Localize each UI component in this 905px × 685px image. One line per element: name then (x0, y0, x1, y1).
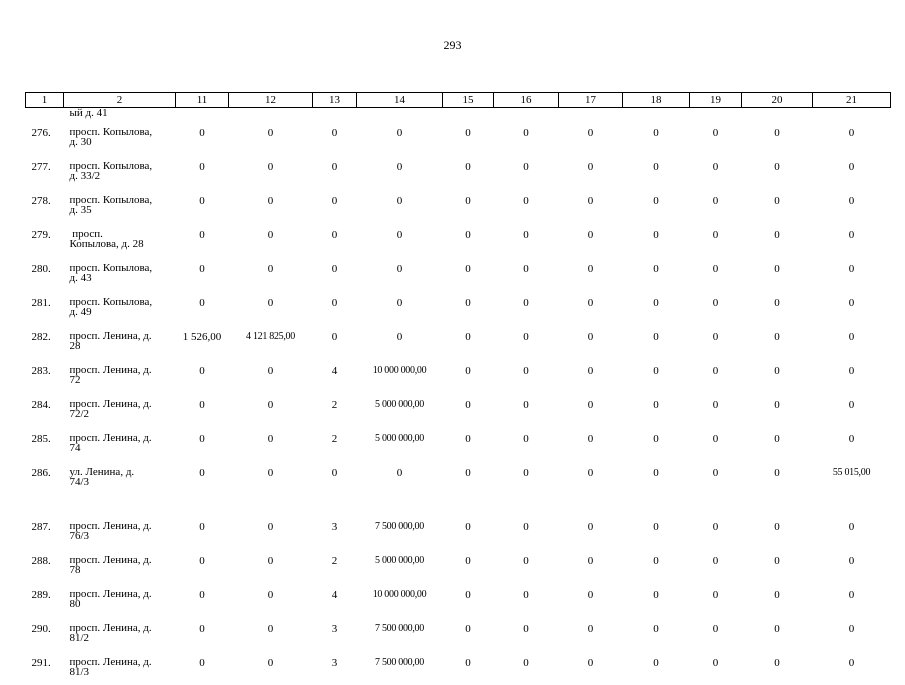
table-header (26, 93, 891, 108)
value-cell-col-11: 1 526,00 (176, 325, 229, 359)
value-cell-col-21: 55 015,00 (813, 461, 891, 515)
value-cell-col-19: 0 (690, 291, 742, 325)
value-cell-col-14: 0 (357, 291, 443, 325)
value-cell-col-11: 0 (176, 549, 229, 583)
value-cell-col-16: 0 (494, 155, 559, 189)
address-line-1: просп. Копылова, (70, 127, 176, 137)
value-cell-col-19: 0 (690, 617, 742, 651)
column-header-21: 21 (813, 93, 891, 108)
row-number: 276. (26, 121, 64, 155)
value-cell-col-16: 0 (494, 325, 559, 359)
value-cell-col-11: 0 (176, 257, 229, 291)
value-cell-col-16: 0 (494, 583, 559, 617)
value-cell-col-11: 0 (176, 359, 229, 393)
table-row (26, 291, 891, 325)
value-cell-col-15: 0 (443, 617, 494, 651)
address-cell (64, 515, 176, 549)
column-header-12: 12 (229, 93, 313, 108)
row-number: 287. (26, 515, 64, 549)
column-header-14: 14 (357, 93, 443, 108)
value-cell-col-16: 0 (494, 223, 559, 257)
value-cell-col-15: 0 (443, 223, 494, 257)
row-number: 279. (26, 223, 64, 257)
value-cell-col-12: 0 (229, 155, 313, 189)
address-line-2: 81/3 (70, 667, 176, 677)
table-row (26, 617, 891, 651)
value-cell-col-20: 0 (742, 515, 813, 549)
value-cell-col-11: 0 (176, 223, 229, 257)
column-header-17: 17 (559, 93, 623, 108)
row-number: 282. (26, 325, 64, 359)
value-cell-col-19: 0 (690, 189, 742, 223)
value-cell-col-20: 0 (742, 291, 813, 325)
value-cell-col-17: 0 (559, 121, 623, 155)
value-cell-col-19: 0 (690, 393, 742, 427)
value-cell-col-12: 0 (229, 617, 313, 651)
value-cell-col-15: 0 (443, 189, 494, 223)
value-cell-col-18: 0 (623, 583, 690, 617)
address-line-2: д. 49 (70, 307, 176, 317)
value-cell-col-21: 0 (813, 189, 891, 223)
value-cell-col-20: 0 (742, 189, 813, 223)
value-cell-col-19: 0 (690, 549, 742, 583)
value-cell-col-20: 0 (742, 359, 813, 393)
table-row (26, 155, 891, 189)
value-cell-col-19: 0 (690, 223, 742, 257)
table-row (26, 583, 891, 617)
value-cell-col-18: 0 (623, 549, 690, 583)
value-cell-col-15: 0 (443, 427, 494, 461)
value-cell-col-19: 0 (690, 257, 742, 291)
value-cell-col-21: 0 (813, 257, 891, 291)
table-body (26, 108, 891, 685)
value-cell-col-17: 0 (559, 257, 623, 291)
value-cell-col-18: 0 (623, 223, 690, 257)
value-cell-col-17: 0 (559, 359, 623, 393)
value-cell-col-12: 0 (229, 515, 313, 549)
value-cell-col-21: 0 (813, 583, 891, 617)
value-cell-col-15: 0 (443, 515, 494, 549)
address-cell (64, 291, 176, 325)
value-cell-col-14: 5 000 000,00 (357, 549, 443, 583)
address-line-1: просп. Ленина, д. (70, 555, 176, 565)
address-line-1: просп. Ленина, д. (70, 521, 176, 531)
value-cell-col-20: 0 (742, 257, 813, 291)
value-cell-col-18: 0 (623, 155, 690, 189)
row-number: 288. (26, 549, 64, 583)
address-line-1: просп. Ленина, д. (70, 433, 176, 443)
value-cell-col-20: 0 (742, 549, 813, 583)
value-cell-col-14: 5 000 000,00 (357, 393, 443, 427)
address-cell (64, 427, 176, 461)
table-row (26, 427, 891, 461)
value-cell-col-15: 0 (443, 359, 494, 393)
address-cell (64, 223, 176, 257)
value-cell-col-21: 0 (813, 651, 891, 685)
value-cell-col-16: 0 (494, 121, 559, 155)
value-cell-col-14: 0 (357, 461, 443, 515)
value-cell-col-16: 0 (494, 651, 559, 685)
value-cell-col-16: 0 (494, 291, 559, 325)
value-cell-col-14: 7 500 000,00 (357, 617, 443, 651)
value-cell-col-14: 0 (357, 155, 443, 189)
table-row (26, 257, 891, 291)
value-cell-col-12: 0 (229, 583, 313, 617)
data-table (25, 92, 891, 685)
value-cell-col-21: 0 (813, 325, 891, 359)
value-cell-col-21: 0 (813, 549, 891, 583)
value-cell-col-11: 0 (176, 515, 229, 549)
value-cell-col-18: 0 (623, 427, 690, 461)
value-cell-col-14: 7 500 000,00 (357, 515, 443, 549)
value-cell-col-21: 0 (813, 291, 891, 325)
value-cell-col-15: 0 (443, 651, 494, 685)
table-row (26, 223, 891, 257)
value-cell-col-14: 0 (357, 325, 443, 359)
address-cell (64, 257, 176, 291)
value-cell-col-12: 0 (229, 393, 313, 427)
value-cell-col-13: 2 (313, 549, 357, 583)
row-number: 285. (26, 427, 64, 461)
value-cell-col-19: 0 (690, 515, 742, 549)
address-cell (64, 189, 176, 223)
value-cell-col-13: 0 (313, 121, 357, 155)
address-line-2: 72 (70, 375, 176, 385)
address-cell (64, 359, 176, 393)
table-row (26, 515, 891, 549)
value-cell-col-17: 0 (559, 189, 623, 223)
row-number: 278. (26, 189, 64, 223)
value-cell-col-20: 0 (742, 393, 813, 427)
value-cell-col-11: 0 (176, 427, 229, 461)
value-cell-col-11: 0 (176, 617, 229, 651)
value-cell-col-12: 4 121 825,00 (229, 325, 313, 359)
value-cell-col-18: 0 (623, 461, 690, 515)
value-cell-col-21: 0 (813, 617, 891, 651)
value-cell-col-19: 0 (690, 325, 742, 359)
value-cell-col-12: 0 (229, 257, 313, 291)
value-cell-col-20: 0 (742, 121, 813, 155)
value-cell-col-19: 0 (690, 427, 742, 461)
address-line-1: просп. Копылова, (70, 297, 176, 307)
address-line-1: просп. Ленина, д. (70, 331, 176, 341)
value-cell-col-12: 0 (229, 427, 313, 461)
address-line-2: д. 33/2 (70, 171, 176, 181)
value-cell-col-11: 0 (176, 155, 229, 189)
value-cell-col-13: 0 (313, 461, 357, 515)
table-row (26, 189, 891, 223)
column-header-13: 13 (313, 93, 357, 108)
table-row (26, 461, 891, 515)
value-cell-col-19: 0 (690, 583, 742, 617)
value-cell-col-11: 0 (176, 461, 229, 515)
value-cell-col-17: 0 (559, 291, 623, 325)
address-cell (64, 617, 176, 651)
address-line-2: д. 30 (70, 137, 176, 147)
column-header-20: 20 (742, 93, 813, 108)
address-line-1: просп. Ленина, д. (70, 623, 176, 633)
address-line-2: 80 (70, 599, 176, 609)
value-cell-col-17: 0 (559, 223, 623, 257)
table-row (26, 121, 891, 155)
value-cell-col-11: 0 (176, 189, 229, 223)
value-cell-col-12: 0 (229, 359, 313, 393)
value-cell-col-13: 3 (313, 617, 357, 651)
row-number: 283. (26, 359, 64, 393)
value-cell-col-11: 0 (176, 121, 229, 155)
address-cell (64, 583, 176, 617)
value-cell-col-14: 10 000 000,00 (357, 359, 443, 393)
value-cell-col-16: 0 (494, 189, 559, 223)
value-cell-col-12: 0 (229, 223, 313, 257)
value-cell-col-13: 4 (313, 583, 357, 617)
value-cell-col-20: 0 (742, 617, 813, 651)
value-cell-col-21: 0 (813, 121, 891, 155)
address-cell (64, 393, 176, 427)
value-cell-col-17: 0 (559, 583, 623, 617)
address-line-2: 74/3 (70, 477, 176, 487)
value-cell-col-21: 0 (813, 155, 891, 189)
value-cell-col-12: 0 (229, 651, 313, 685)
value-cell-col-14: 0 (357, 189, 443, 223)
value-cell-col-11: 0 (176, 583, 229, 617)
value-cell-col-14: 0 (357, 121, 443, 155)
address-line-1: просп. Ленина, д. (70, 589, 176, 599)
value-cell-col-20: 0 (742, 223, 813, 257)
value-cell-col-16: 0 (494, 461, 559, 515)
value-cell-col-21: 0 (813, 393, 891, 427)
column-header-11: 11 (176, 93, 229, 108)
value-cell-col-19: 0 (690, 651, 742, 685)
value-cell-col-13: 0 (313, 257, 357, 291)
address-line-2: 28 (70, 341, 176, 351)
value-cell-col-17: 0 (559, 461, 623, 515)
address-line-2: д. 43 (70, 273, 176, 283)
value-cell-col-21: 0 (813, 359, 891, 393)
value-cell-col-17: 0 (559, 325, 623, 359)
address-cell (64, 461, 176, 515)
value-cell-col-18: 0 (623, 121, 690, 155)
address-line-2: 72/2 (70, 409, 176, 419)
value-cell-col-12: 0 (229, 121, 313, 155)
address-cell (64, 325, 176, 359)
row-number: 280. (26, 257, 64, 291)
address-continuation: ый д. 41 (64, 108, 176, 122)
value-cell-col-17: 0 (559, 651, 623, 685)
column-header-1: 1 (26, 93, 64, 108)
value-cell-col-21: 0 (813, 515, 891, 549)
value-cell-col-15: 0 (443, 393, 494, 427)
address-line-1: ул. Ленина, д. (70, 467, 176, 477)
value-cell-col-19: 0 (690, 121, 742, 155)
value-cell-col-17: 0 (559, 515, 623, 549)
value-cell-col-14: 0 (357, 223, 443, 257)
value-cell-col-12: 0 (229, 189, 313, 223)
value-cell-col-17: 0 (559, 549, 623, 583)
address-line-2: 74 (70, 443, 176, 453)
value-cell-col-12: 0 (229, 291, 313, 325)
row-number: 277. (26, 155, 64, 189)
value-cell-col-18: 0 (623, 291, 690, 325)
value-cell-col-14: 0 (357, 257, 443, 291)
table-row (26, 359, 891, 393)
row-number: 281. (26, 291, 64, 325)
value-cell-col-19: 0 (690, 155, 742, 189)
value-cell-col-15: 0 (443, 549, 494, 583)
value-cell-col-18: 0 (623, 325, 690, 359)
address-line-1: просп. Ленина, д. (70, 365, 176, 375)
column-header-18: 18 (623, 93, 690, 108)
value-cell-col-17: 0 (559, 617, 623, 651)
address-line-2: Копылова, д. 28 (70, 239, 176, 249)
row-number: 284. (26, 393, 64, 427)
value-cell-col-15: 0 (443, 583, 494, 617)
row-number: 291. (26, 651, 64, 685)
value-cell-col-16: 0 (494, 359, 559, 393)
value-cell-col-18: 0 (623, 515, 690, 549)
value-cell-col-12: 0 (229, 461, 313, 515)
value-cell-col-15: 0 (443, 461, 494, 515)
value-cell-col-18: 0 (623, 651, 690, 685)
value-cell-col-16: 0 (494, 617, 559, 651)
value-cell-col-15: 0 (443, 257, 494, 291)
address-line-1: просп. Копылова, (70, 161, 176, 171)
value-cell-col-16: 0 (494, 427, 559, 461)
page-number: 293 (0, 38, 905, 53)
value-cell-col-18: 0 (623, 257, 690, 291)
address-line-1: просп. Копылова, (70, 263, 176, 273)
value-cell-col-20: 0 (742, 427, 813, 461)
value-cell-col-19: 0 (690, 359, 742, 393)
address-line-2: д. 35 (70, 205, 176, 215)
value-cell-col-20: 0 (742, 325, 813, 359)
address-cell (64, 155, 176, 189)
address-line-1: просп. Ленина, д. (70, 657, 176, 667)
value-cell-col-16: 0 (494, 515, 559, 549)
address-line-1: просп. Ленина, д. (70, 399, 176, 409)
value-cell-col-20: 0 (742, 155, 813, 189)
value-cell-col-21: 0 (813, 223, 891, 257)
address-cell (64, 549, 176, 583)
value-cell-col-18: 0 (623, 359, 690, 393)
address-line-1: просп. (70, 229, 176, 239)
value-cell-col-13: 3 (313, 651, 357, 685)
value-cell-col-14: 7 500 000,00 (357, 651, 443, 685)
value-cell-col-11: 0 (176, 393, 229, 427)
value-cell-col-17: 0 (559, 155, 623, 189)
value-cell-col-13: 2 (313, 427, 357, 461)
row-number: 286. (26, 461, 64, 515)
value-cell-col-13: 3 (313, 515, 357, 549)
row-number: 289. (26, 583, 64, 617)
value-cell-col-13: 2 (313, 393, 357, 427)
address-line-2: 81/2 (70, 633, 176, 643)
address-cell (64, 651, 176, 685)
column-header-15: 15 (443, 93, 494, 108)
value-cell-col-11: 0 (176, 651, 229, 685)
value-cell-col-20: 0 (742, 651, 813, 685)
value-cell-col-17: 0 (559, 427, 623, 461)
value-cell-col-14: 5 000 000,00 (357, 427, 443, 461)
value-cell-col-11: 0 (176, 291, 229, 325)
value-cell-col-20: 0 (742, 583, 813, 617)
value-cell-col-13: 0 (313, 155, 357, 189)
value-cell-col-13: 0 (313, 325, 357, 359)
table-row (26, 393, 891, 427)
value-cell-col-16: 0 (494, 257, 559, 291)
value-cell-col-18: 0 (623, 617, 690, 651)
value-cell-col-13: 0 (313, 291, 357, 325)
value-cell-col-15: 0 (443, 291, 494, 325)
value-cell-col-13: 0 (313, 223, 357, 257)
value-cell-col-12: 0 (229, 549, 313, 583)
table-row (26, 651, 891, 685)
column-header-2: 2 (64, 93, 176, 108)
address-line-2: 78 (70, 565, 176, 575)
row-number: 290. (26, 617, 64, 651)
table-row (26, 325, 891, 359)
address-cell (64, 121, 176, 155)
value-cell-col-18: 0 (623, 189, 690, 223)
value-cell-col-13: 4 (313, 359, 357, 393)
column-header-19: 19 (690, 93, 742, 108)
value-cell-col-14: 10 000 000,00 (357, 583, 443, 617)
continuation-row (26, 108, 891, 122)
value-cell-col-15: 0 (443, 155, 494, 189)
value-cell-col-17: 0 (559, 393, 623, 427)
column-header-16: 16 (494, 93, 559, 108)
value-cell-col-19: 0 (690, 461, 742, 515)
address-line-2: 76/3 (70, 531, 176, 541)
value-cell-col-16: 0 (494, 393, 559, 427)
value-cell-col-13: 0 (313, 189, 357, 223)
value-cell-col-20: 0 (742, 461, 813, 515)
value-cell-col-16: 0 (494, 549, 559, 583)
value-cell-col-18: 0 (623, 393, 690, 427)
table-row (26, 549, 891, 583)
value-cell-col-21: 0 (813, 427, 891, 461)
address-line-1: просп. Копылова, (70, 195, 176, 205)
value-cell-col-15: 0 (443, 121, 494, 155)
value-cell-col-15: 0 (443, 325, 494, 359)
